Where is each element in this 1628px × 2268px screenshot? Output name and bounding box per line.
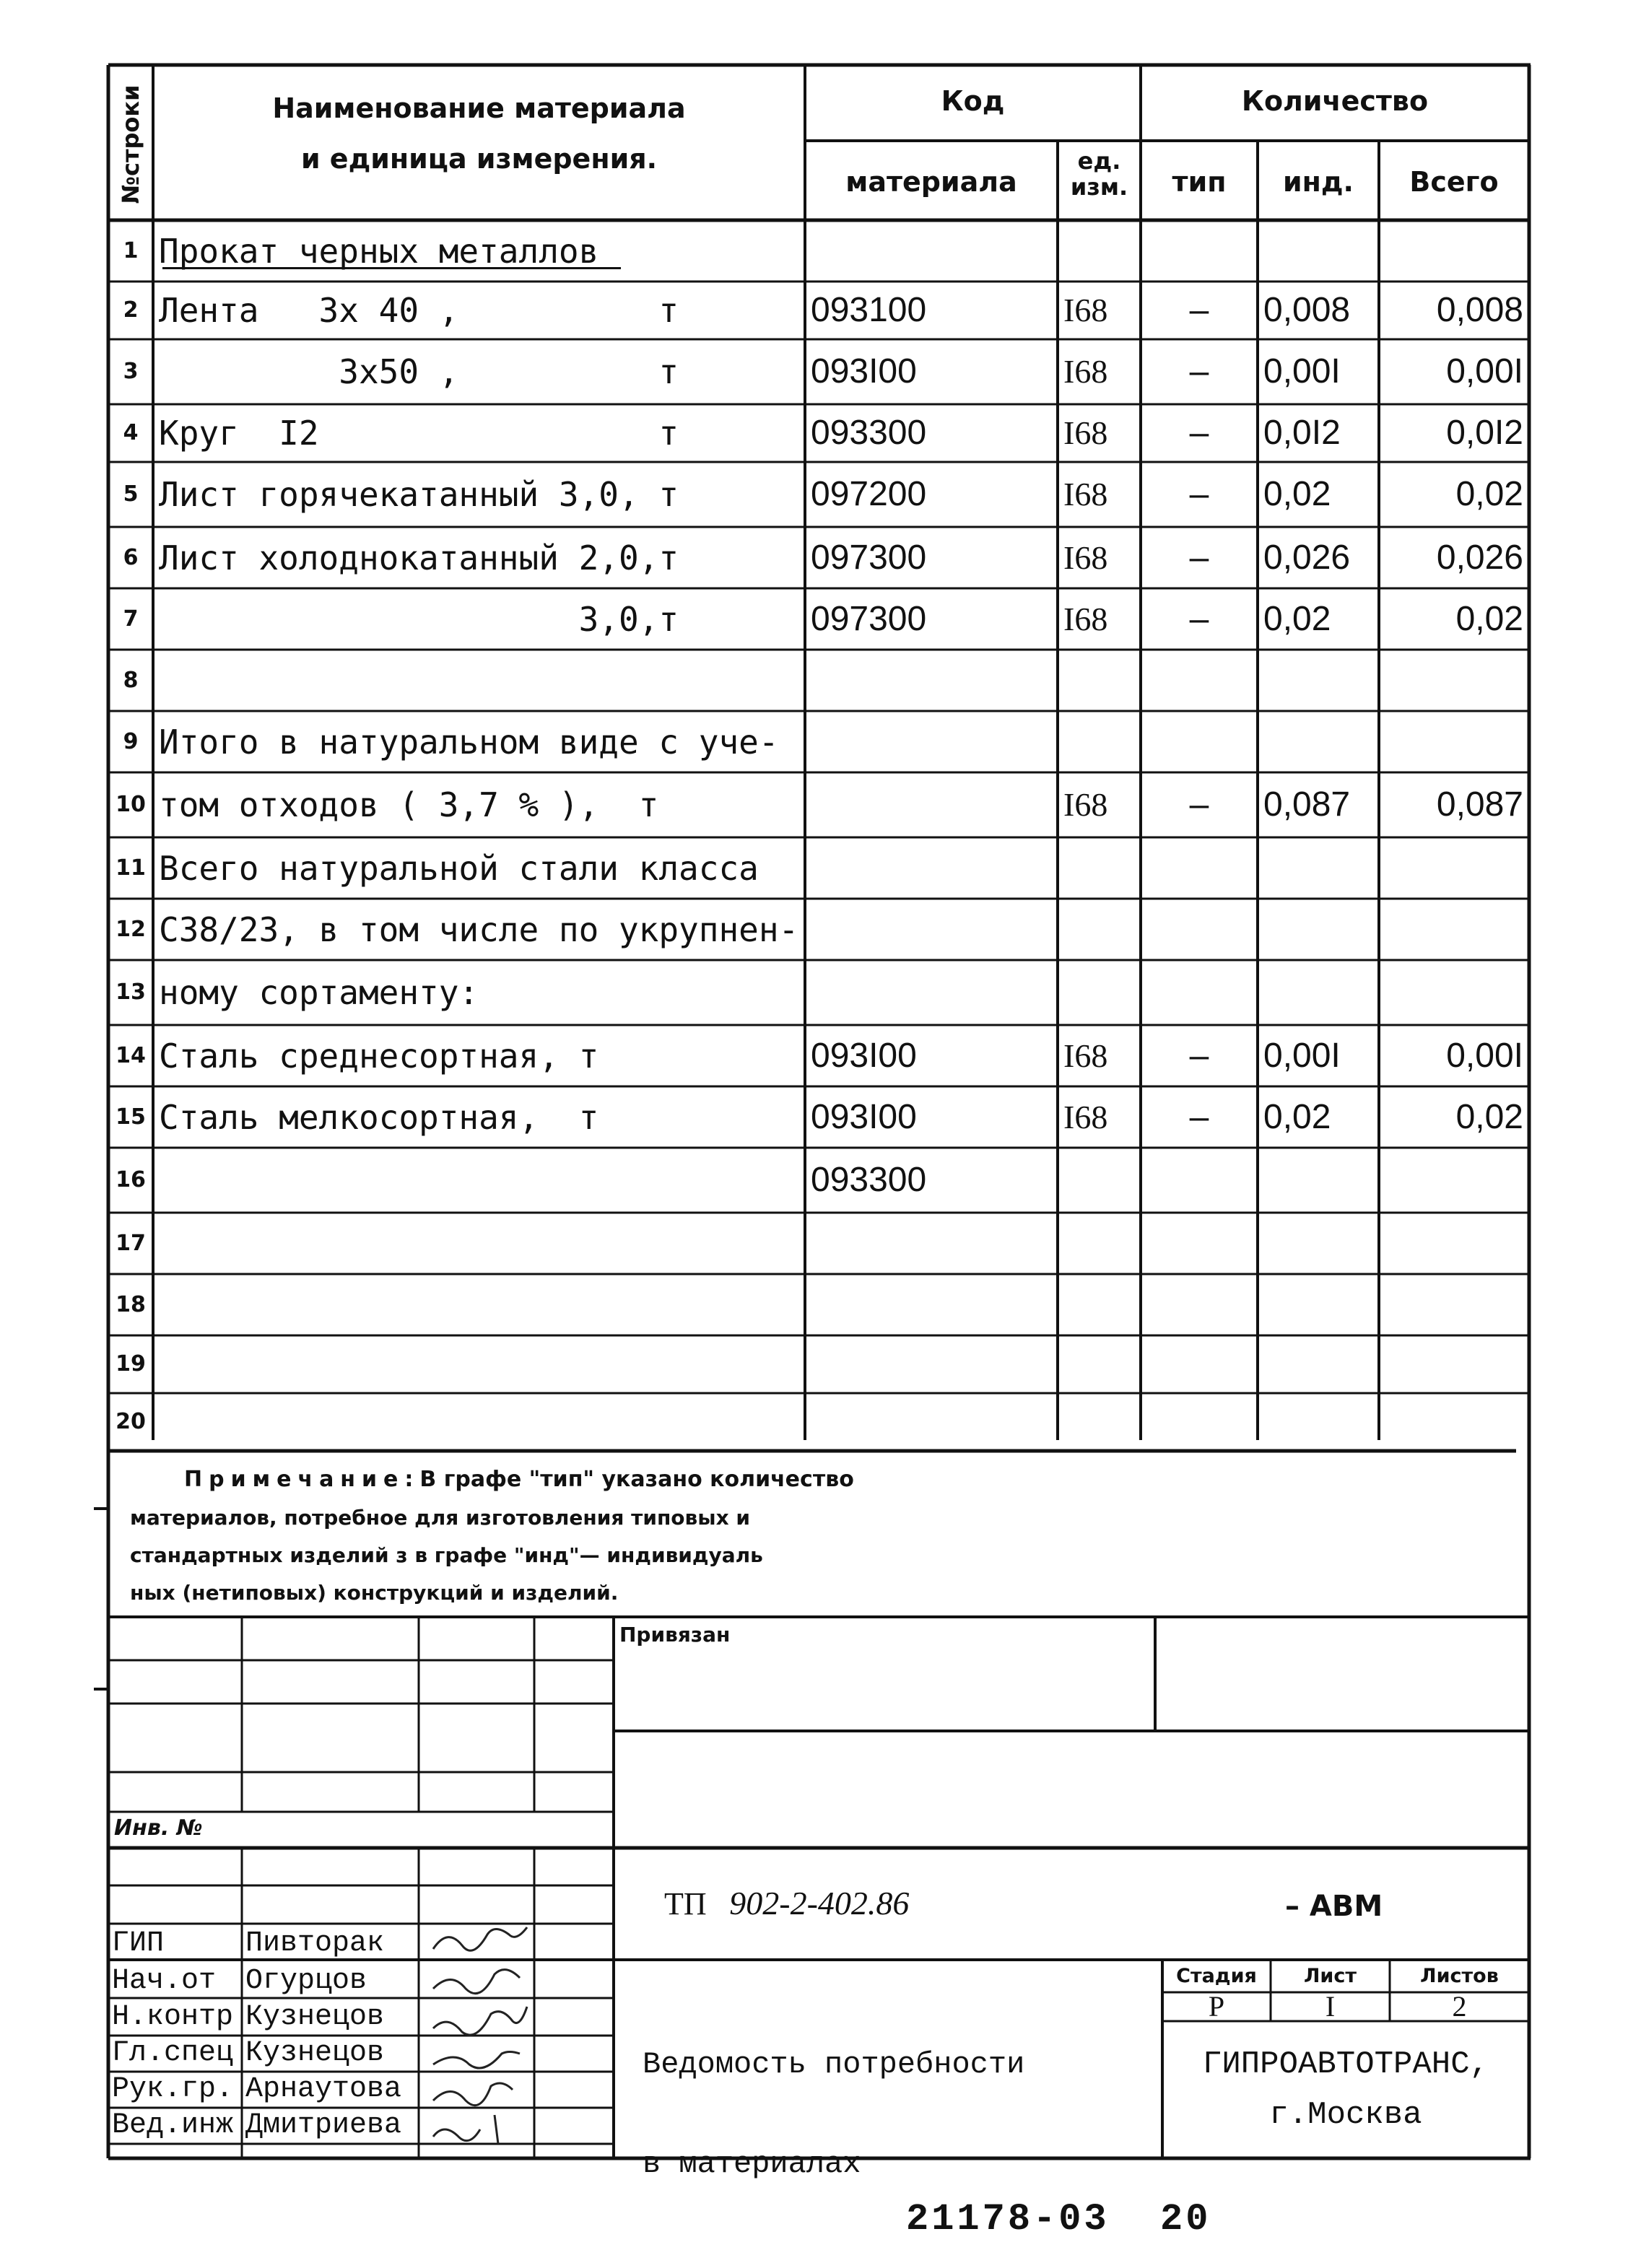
signer-role: Нач.от bbox=[112, 1965, 217, 1997]
row-ind: 0,02 bbox=[1263, 475, 1331, 513]
row-number: 6 bbox=[123, 544, 139, 570]
row-number: 12 bbox=[116, 916, 146, 942]
org-city: г.Москва bbox=[1269, 2097, 1422, 2133]
stage-value: Р bbox=[1208, 1990, 1225, 2023]
header-name-line1: Наименование материала bbox=[272, 92, 686, 124]
row-code: 093I00 bbox=[811, 1036, 917, 1075]
signer-role: ГИП bbox=[112, 1927, 165, 1960]
row-number: 18 bbox=[116, 1291, 146, 1317]
signer-name: Пивторак bbox=[245, 1927, 385, 1960]
row-ind: 0,087 bbox=[1263, 785, 1351, 824]
note-line4: ных (нетиповых) конструкций и изделий. bbox=[130, 1581, 619, 1605]
row-type: – bbox=[1189, 599, 1209, 638]
row-ind: 0,0I2 bbox=[1263, 414, 1341, 452]
row-unit: I68 bbox=[1063, 538, 1108, 576]
row-number: 2 bbox=[123, 297, 139, 323]
row-number: 20 bbox=[116, 1409, 146, 1434]
row-type: – bbox=[1189, 352, 1209, 391]
row-code: 097300 bbox=[811, 538, 927, 577]
row-name: Круг I2 т bbox=[159, 414, 679, 453]
row-name: том отходов ( 3,7 % ), т bbox=[159, 785, 659, 824]
row-number: 3 bbox=[123, 359, 139, 384]
row-code: 093300 bbox=[811, 1161, 927, 1199]
inv-no-label: Инв. № bbox=[114, 1815, 203, 1841]
privyazan-label: Привязан bbox=[619, 1623, 731, 1647]
row-number: 19 bbox=[116, 1351, 146, 1377]
row-type: – bbox=[1189, 414, 1209, 452]
row-number: 17 bbox=[116, 1230, 146, 1256]
row-ind: 0,00I bbox=[1263, 1036, 1341, 1075]
row-unit: I68 bbox=[1063, 476, 1108, 513]
row-total: 0,008 bbox=[1436, 291, 1523, 329]
row-code: 093300 bbox=[811, 414, 927, 452]
header-name-line2: и единица измерения. bbox=[300, 143, 658, 175]
row-number: 5 bbox=[123, 481, 139, 507]
note-line2: материалов, потребное для изготовления типовых и bbox=[130, 1506, 750, 1530]
signer-role: Н.контр bbox=[112, 2001, 234, 2033]
row-type: – bbox=[1189, 475, 1209, 513]
header-ind: инд. bbox=[1282, 166, 1354, 198]
row-code: 093I00 bbox=[811, 1097, 917, 1136]
row-type: – bbox=[1189, 1036, 1209, 1075]
note-line1: Примечание:В графе "тип" указано количество bbox=[184, 1467, 854, 1492]
header-total: Всего bbox=[1409, 166, 1499, 198]
doc-code: ТП 902-2-402.86 bbox=[664, 1885, 910, 1922]
header-row-number: №строки bbox=[117, 84, 144, 204]
row-number: 8 bbox=[123, 667, 139, 693]
signer-name: Арнаутова bbox=[245, 2073, 402, 2106]
header-unit: ед. изм. bbox=[1070, 147, 1128, 201]
row-unit: I68 bbox=[1063, 414, 1108, 451]
signer-name: Дмитриева bbox=[245, 2109, 402, 2142]
row-total: 0,00I bbox=[1446, 1036, 1523, 1075]
row-number: 13 bbox=[116, 980, 146, 1005]
row-name: С38/23, в том числе по укрупнен- bbox=[159, 910, 799, 949]
row-number: 1 bbox=[123, 237, 139, 263]
stage-label: Стадия bbox=[1176, 1965, 1257, 1987]
note-line3: стандартных изделий з в графе "инд"— индивидуаль bbox=[130, 1543, 763, 1567]
row-total: 0,02 bbox=[1455, 1097, 1523, 1136]
header-material: материала bbox=[845, 166, 1017, 198]
row-total: 0,00I bbox=[1446, 352, 1523, 391]
row-number: 11 bbox=[116, 855, 146, 881]
row-number: 7 bbox=[123, 606, 139, 632]
doc-title: Ведомость потребности в материалах bbox=[643, 2047, 1025, 2181]
row-code: 093I00 bbox=[811, 352, 917, 391]
signer-role: Гл.спец bbox=[112, 2037, 234, 2069]
row-ind: 0,02 bbox=[1263, 1097, 1331, 1136]
header-code: Код bbox=[941, 85, 1005, 117]
signer-name: Кузнецов bbox=[245, 2001, 385, 2033]
sheet-label: Лист bbox=[1304, 1965, 1357, 1987]
footer-stamp: 21178-03 20 bbox=[906, 2198, 1211, 2241]
row-unit: I68 bbox=[1063, 353, 1108, 390]
sheet-value: I bbox=[1325, 1990, 1336, 2023]
row-name: Прокат черных металлов bbox=[159, 231, 599, 271]
row-unit: I68 bbox=[1063, 1037, 1108, 1074]
sheets-label: Листов bbox=[1420, 1965, 1499, 1987]
header-type: тип bbox=[1172, 166, 1227, 198]
row-number: 10 bbox=[116, 792, 146, 817]
row-ind: 0,02 bbox=[1263, 599, 1331, 638]
row-unit: I68 bbox=[1063, 786, 1108, 823]
row-code: 097300 bbox=[811, 599, 927, 638]
row-ind: 0,00I bbox=[1263, 352, 1341, 391]
org-name: ГИПРОАВТОТРАНС, bbox=[1202, 2046, 1489, 2082]
row-unit: I68 bbox=[1063, 292, 1108, 328]
signer-role: Рук.гр. bbox=[112, 2073, 234, 2106]
row-total: 0,026 bbox=[1436, 538, 1523, 577]
header-quantity: Количество bbox=[1241, 85, 1429, 117]
row-number: 14 bbox=[116, 1042, 146, 1068]
row-name: Всего натуральной стали класса bbox=[159, 848, 759, 888]
row-name: Лента 3х 40 , т bbox=[159, 291, 679, 330]
row-ind: 0,008 bbox=[1263, 291, 1351, 329]
row-name: 3х50 , т bbox=[159, 352, 679, 391]
sheets-value: 2 bbox=[1452, 1990, 1467, 2023]
row-total: 0,02 bbox=[1455, 599, 1523, 638]
signer-role: Вед.инж bbox=[112, 2109, 234, 2142]
row-name: Итого в натуральном виде с уче- bbox=[159, 722, 779, 762]
row-type: – bbox=[1189, 291, 1209, 329]
row-name: 3,0,т bbox=[159, 599, 679, 639]
row-total: 0,0I2 bbox=[1446, 414, 1523, 452]
row-name: ному сортаменту: bbox=[159, 973, 479, 1012]
row-number: 15 bbox=[116, 1104, 146, 1130]
row-name: Сталь среднесортная, т bbox=[159, 1036, 599, 1076]
row-total: 0,02 bbox=[1455, 475, 1523, 513]
row-name: Лист горячекатанный 3,0, т bbox=[159, 475, 679, 514]
row-code: 093100 bbox=[811, 291, 927, 329]
row-number: 16 bbox=[116, 1167, 146, 1192]
row-name: Сталь мелкосортная, т bbox=[159, 1097, 599, 1137]
row-type: – bbox=[1189, 1097, 1209, 1136]
row-type: – bbox=[1189, 538, 1209, 577]
row-number: 4 bbox=[123, 420, 139, 445]
row-code: 097200 bbox=[811, 475, 927, 513]
row-ind: 0,026 bbox=[1263, 538, 1351, 577]
row-total: 0,087 bbox=[1436, 785, 1523, 824]
row-name: Лист холоднокатанный 2,0,т bbox=[159, 538, 679, 577]
doc-suffix: – АВМ bbox=[1285, 1890, 1383, 1923]
row-number: 9 bbox=[123, 728, 139, 754]
row-unit: I68 bbox=[1063, 1098, 1108, 1135]
row1-underline bbox=[162, 267, 621, 269]
row-unit: I68 bbox=[1063, 600, 1108, 637]
row-type: – bbox=[1189, 785, 1209, 824]
signer-name: Огурцов bbox=[245, 1965, 367, 1997]
signer-name: Кузнецов bbox=[245, 2037, 385, 2069]
